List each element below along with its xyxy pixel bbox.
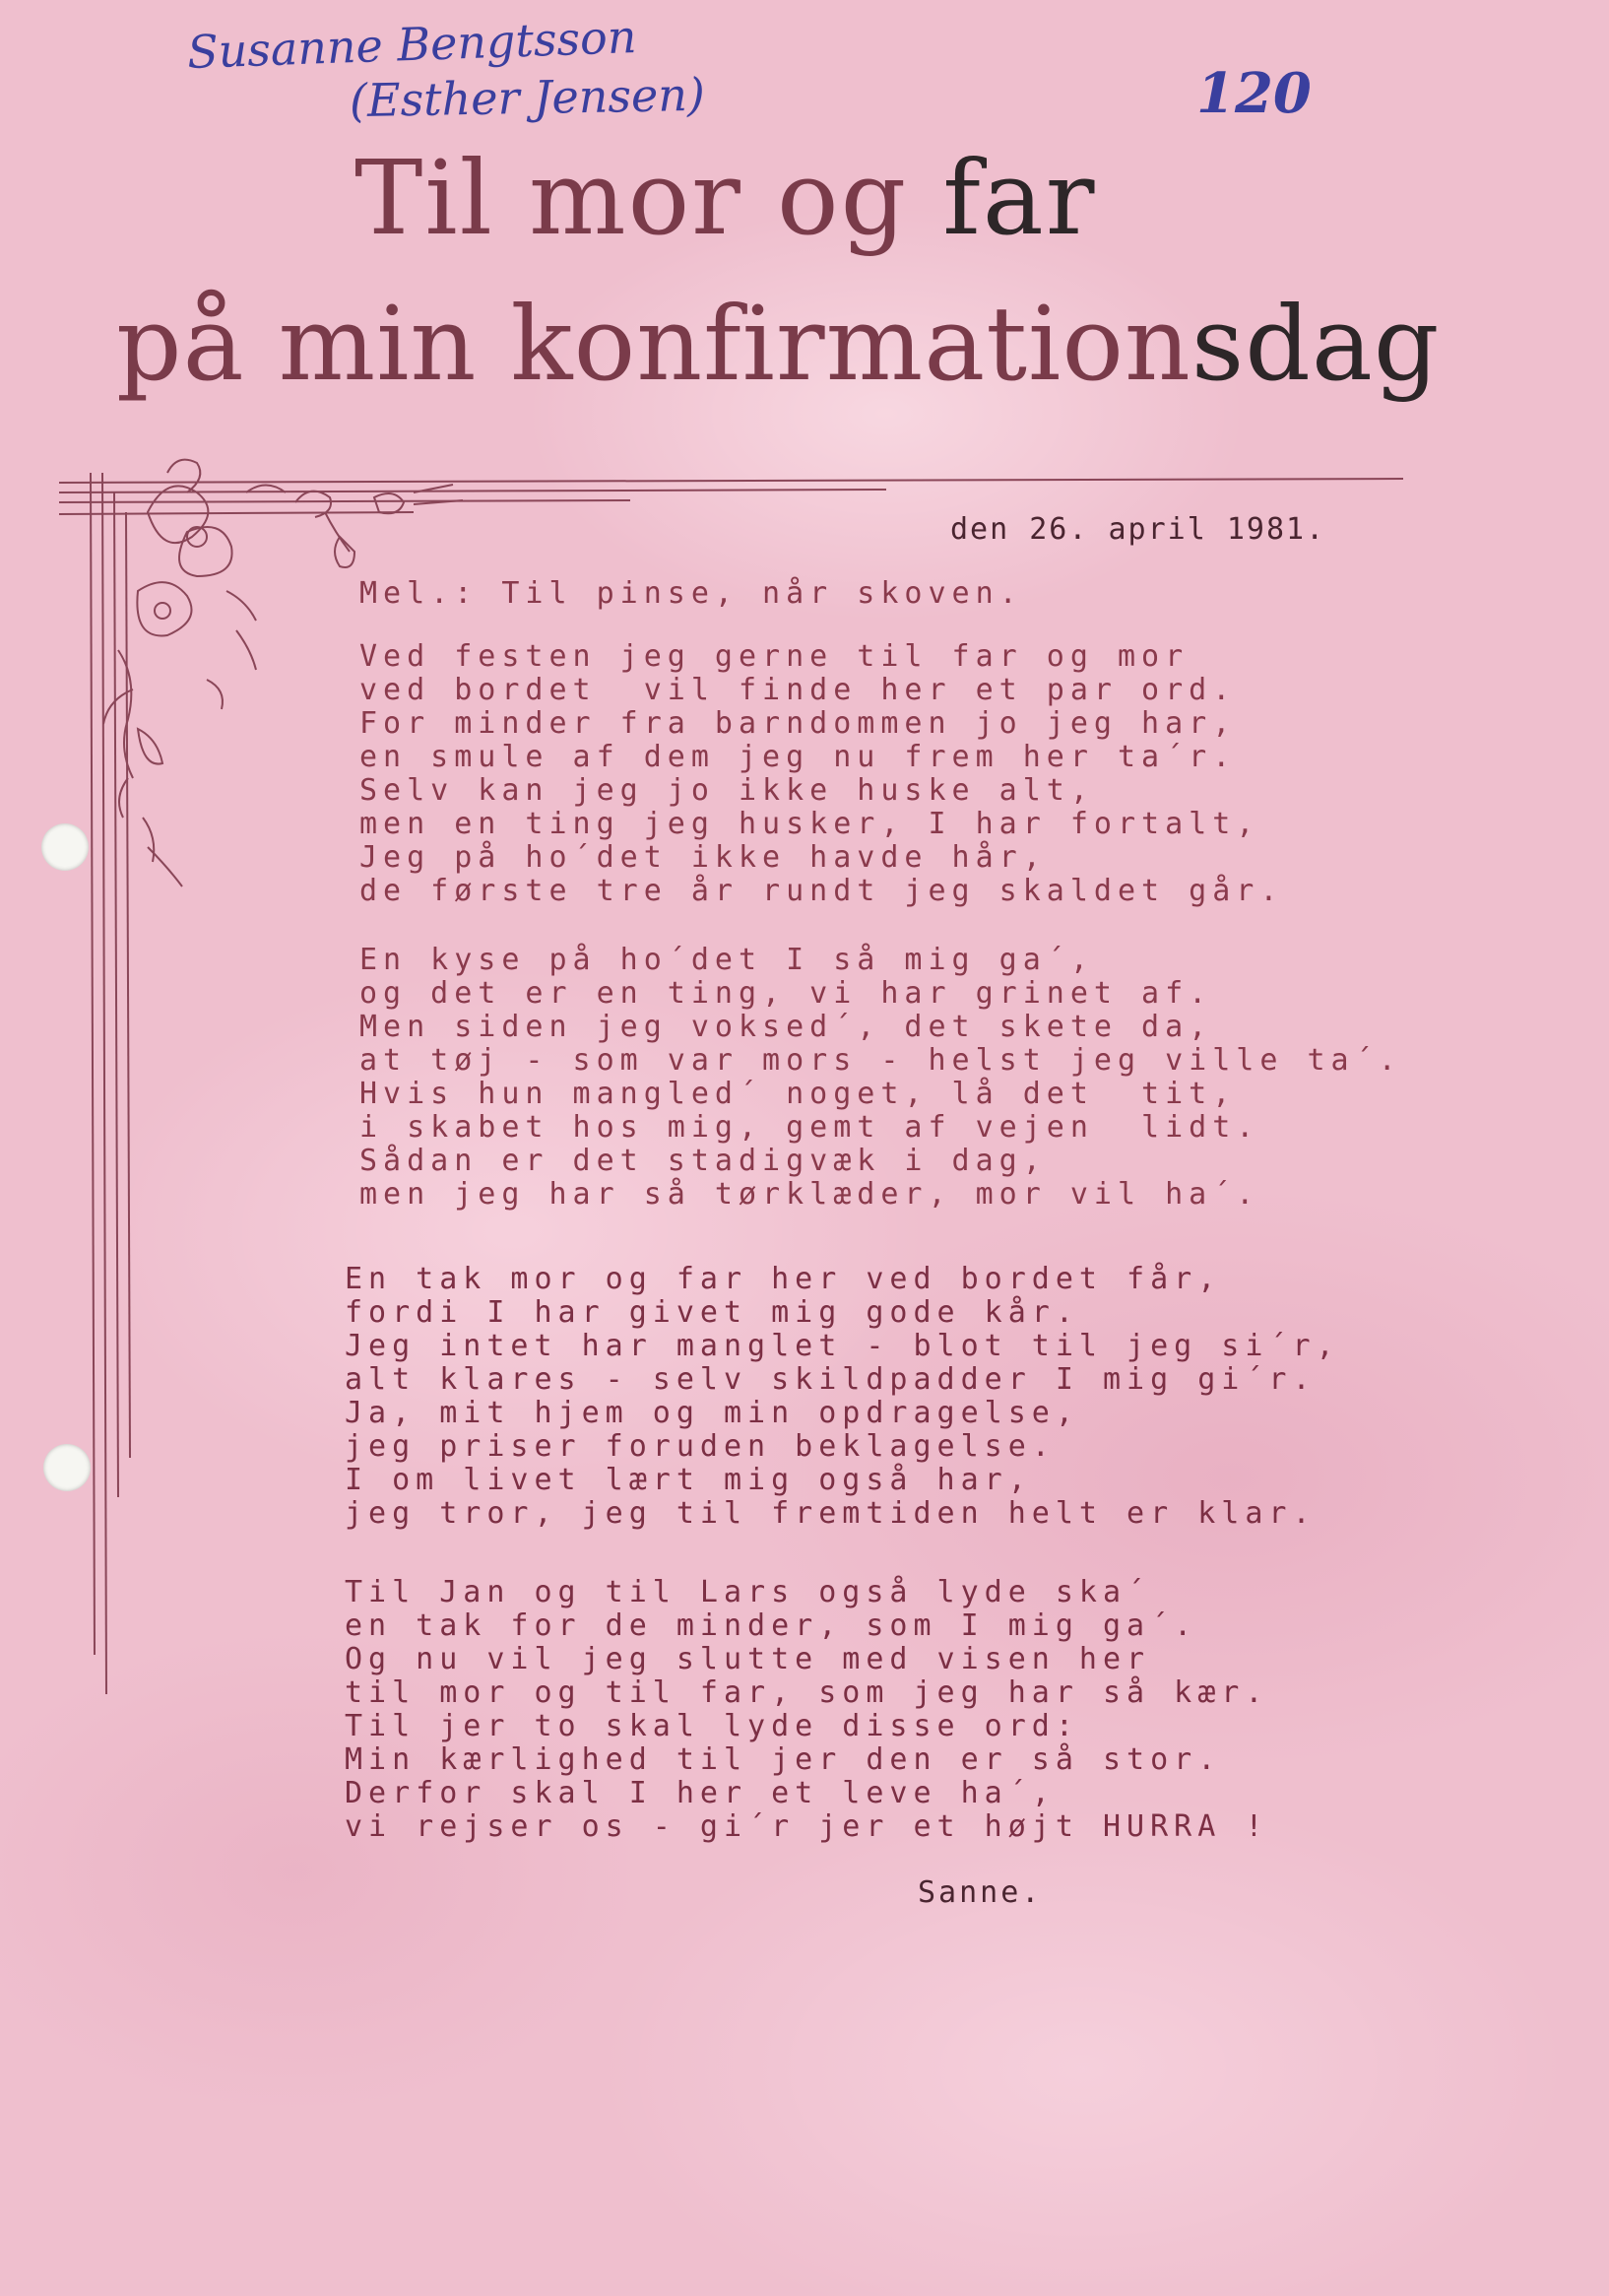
verse-line: men en ting jeg husker, I har fortalt,	[359, 807, 1260, 841]
verse-line: For minder fra barndommen jo jeg har,	[359, 706, 1237, 741]
verse-line: Jeg intet har manglet - blot til jeg si´r,	[345, 1329, 1340, 1363]
verse-line: alt klares - selv skildpadder I mig gi´r.	[345, 1362, 1317, 1397]
verse-line: fordi I har givet mig gode kår.	[345, 1295, 1079, 1330]
verse-line: ved bordet vil finde her et par ord.	[359, 673, 1237, 707]
verse-line: Min kærlighed til jer den er så stor.	[345, 1742, 1222, 1777]
title-line-1-text: Til mor og	[354, 138, 943, 258]
verse-line: vi rejser os - gi´r jer et højt HURRA !	[345, 1809, 1269, 1844]
verse-line: jeg tror, jeg til fremtiden helt er klar.	[345, 1496, 1317, 1531]
verse-line: en tak for de minder, som I mig ga´.	[345, 1608, 1198, 1643]
verse-line: Til Jan og til Lars også lyde ska´	[345, 1575, 1151, 1609]
verse-line: at tøj - som var mors - helst jeg ville ta´.	[359, 1043, 1402, 1078]
verse-line: Ja, mit hjem og min opdragelse,	[345, 1396, 1079, 1430]
title-line-2-text: på min konfirmation	[116, 284, 1191, 404]
title-line-1-end: far	[942, 138, 1097, 258]
verse-line: En tak mor og far her ved bordet får,	[345, 1262, 1222, 1296]
melody-line: Mel.: Til pinse, når skoven.	[359, 576, 1023, 611]
verse-line: Til jer to skal lyde disse ord:	[345, 1709, 1079, 1743]
verse-line: men jeg har så tørklæder, mor vil ha´.	[359, 1177, 1260, 1212]
verse-line: i skabet hos mig, gemt af vejen lidt.	[359, 1110, 1260, 1145]
stanza-2	[359, 944, 1402, 1212]
punch-hole	[41, 823, 89, 871]
verse-line: Sådan er det stadigvæk i dag,	[359, 1144, 1047, 1178]
verse-line: de første tre år rundt jeg skaldet går.	[359, 874, 1284, 908]
punch-hole	[43, 1444, 91, 1491]
handwritten-name: Susanne Bengtsson	[186, 10, 638, 79]
title-line-2-end: sdag	[1191, 284, 1441, 404]
signature: Sanne.	[918, 1875, 1043, 1910]
verse-line: Derfor skal I her et leve ha´,	[345, 1776, 1056, 1810]
verse-line: og det er en ting, vi har grinet af.	[359, 976, 1213, 1011]
verse-line: til mor og til far, som jeg har så kær.	[345, 1675, 1269, 1710]
stanza-4	[345, 1576, 1268, 1844]
stanza-3	[345, 1263, 1340, 1531]
verse-line: Og nu vil jeg slutte med visen her	[345, 1642, 1151, 1676]
verse-line: jeg priser foruden beklagelse.	[345, 1429, 1056, 1464]
verse-line: Men siden jeg voksed´, det skete da,	[359, 1010, 1213, 1044]
verse-line: En kyse på ho´det I så mig ga´,	[359, 943, 1094, 977]
handwritten-number: 120	[1196, 61, 1312, 126]
verse-line: Hvis hun mangled´ noget, lå det tit,	[359, 1077, 1237, 1111]
verse-line: Jeg på ho´det ikke havde hår,	[359, 840, 1047, 875]
verse-line: I om livet lært mig også har,	[345, 1463, 1032, 1497]
date-line: den 26. april 1981.	[950, 512, 1326, 547]
handwritten-subname: (Esther Jensen)	[349, 67, 706, 128]
verse-line: Ved festen jeg gerne til far og mor	[359, 639, 1190, 674]
stanza-1	[359, 640, 1283, 908]
verse-line: Selv kan jeg jo ikke huske alt,	[359, 773, 1094, 808]
verse-line: en smule af dem jeg nu frem her ta´r.	[359, 740, 1237, 774]
